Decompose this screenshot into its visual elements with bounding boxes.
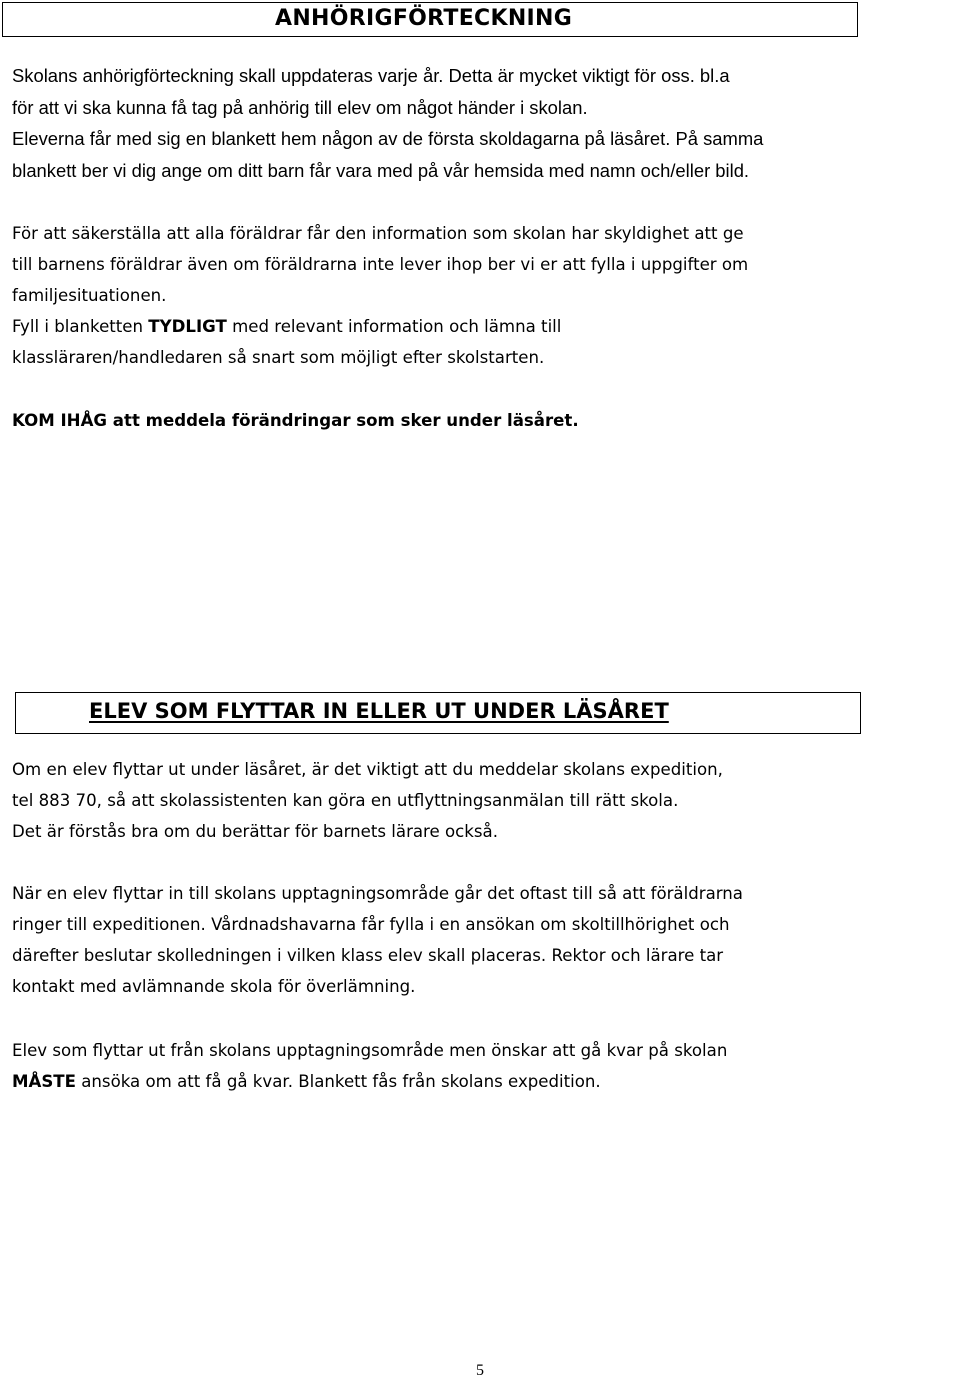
intro-paragraph <box>12 60 763 186</box>
move-out-paragraph <box>12 754 723 847</box>
stay-bold: MÅSTE <box>12 1072 76 1091</box>
stay-line: Elev som flyttar ut från skolans upptagningsområde men önskar att gå kvar på skolan <box>12 1041 728 1060</box>
family-info-line: familjesituationen. <box>12 286 167 305</box>
family-info-paragraph <box>12 218 748 373</box>
section2-title-box <box>15 692 861 734</box>
section2-title: ELEV SOM FLYTTAR IN ELLER UT UNDER LÄSÅRET <box>89 699 669 723</box>
intro-line: Eleverna får med sig en blankett hem någon av de första skoldagarna på läsåret. På samma <box>12 128 764 149</box>
page-number: 5 <box>476 1362 484 1379</box>
section1-title: ANHÖRIGFÖRTECKNING <box>275 6 573 31</box>
stay-line2 <box>12 1066 727 1097</box>
family-info-line: till barnens föräldrar även om föräldrarna inte lever ihop ber vi er att fylla i uppgifter om <box>12 255 749 274</box>
move-out-line: Det är förstås bra om du berättar för barnets lärare också. <box>12 822 498 841</box>
move-in-line: ringer till expeditionen. Vårdnadshavarna får fylla i en ansökan om skoltillhörighet och <box>12 915 730 934</box>
fill-bold: TYDLIGT <box>148 317 227 336</box>
move-in-line: kontakt med avlämnande skola för överlämning. <box>12 977 416 996</box>
move-out-line: tel 883 70, så att skolassistenten kan göra en utflyttningsanmälan till rätt skola. <box>12 791 679 810</box>
stay-paragraph <box>12 1035 727 1097</box>
intro-line: Skolans anhörigförteckning skall uppdateras varje år. Detta är mycket viktigt för oss. bl.a <box>12 65 730 86</box>
move-in-line: därefter beslutar skolledningen i vilken klass elev skall placeras. Rektor och lärare tar <box>12 946 724 965</box>
fill-instruction-line2: klassläraren/handledaren så snart som möjligt efter skolstarten. <box>12 348 545 367</box>
move-out-line: Om en elev flyttar ut under läsåret, är det viktigt att du meddelar skolans expedition, <box>12 760 723 779</box>
remember-note: KOM IHÅG att meddela förändringar som sker under läsåret. <box>12 411 579 430</box>
fill-instruction-line <box>12 311 748 342</box>
intro-line: blankett ber vi dig ange om ditt barn får vara med på vår hemsida med namn och/eller bild. <box>12 159 750 181</box>
section1-title-box <box>2 2 858 37</box>
family-info-line: För att säkerställa att alla föräldrar får den information som skolan har skyldighet att ge <box>12 224 744 243</box>
fill-suffix: med relevant information och lämna till <box>226 317 562 336</box>
fill-prefix: Fyll i blanketten <box>12 317 149 336</box>
intro-line: för att vi ska kunna få tag på anhörig till elev om något händer i skolan. <box>12 96 588 118</box>
stay-suffix: ansöka om att få gå kvar. Blankett fås från skolans expedition. <box>75 1072 601 1091</box>
move-in-line: När en elev flyttar in till skolans upptagningsområde går det oftast till så att föräldrarna <box>12 884 743 903</box>
move-in-paragraph <box>12 878 743 1002</box>
